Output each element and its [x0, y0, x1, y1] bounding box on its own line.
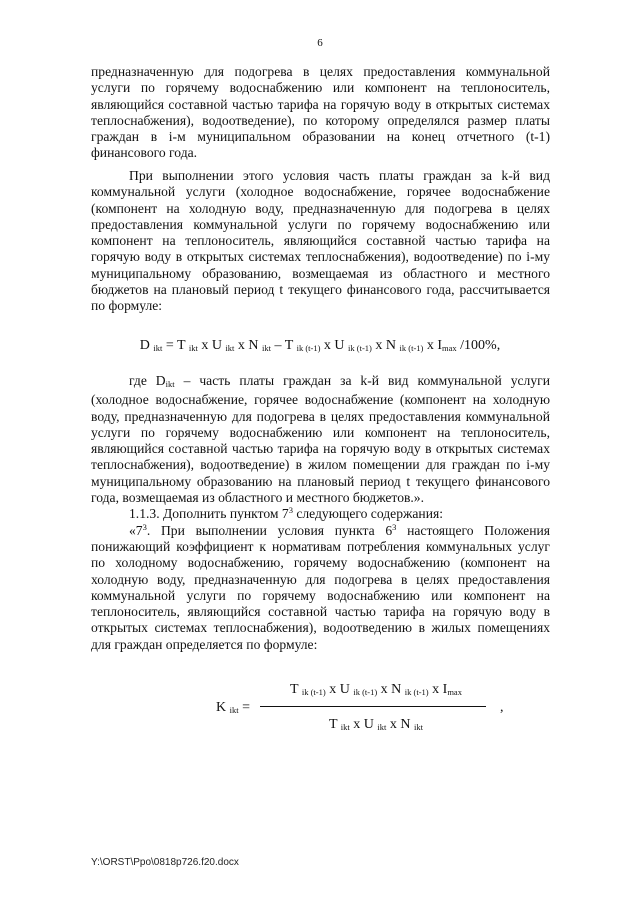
- paragraph-new-point: «$7^3$. При выполнении условия пункта $6^3$ настоящего Положения понижающий коэффициент к нормативам потребления коммунальных услуг по холодному водоснабжению, горячему водоснабжению (компонент на холодную воду, предназначенную для подогрева в целях предоставления коммунальной услуги по горячему водоснабжению или компонент на теплоноситель, являющийся составной частью тарифа на горячую воду в открытых системах теплоснабжения), водоотведению в жилых помещениях для граждан определяется по формуле:: [91, 521, 550, 652]
- text-block-top: [91, 64, 550, 162]
- paragraph-continuation: предназначенную для подогрева в целях предоставления коммунальной услуги по горячему водоснабжению или компонент на теплоноситель, являющийся составной частью тарифа на горячую воду в открытых системах теплоснабжения), водоотведение), по которому определялся размер платы граждан в i-м муниципальном образовании на конец отчетного (t-1) финансового года.: [91, 64, 550, 161]
- text-block-condition: [91, 168, 550, 315]
- formula-k-fraction: [260, 680, 492, 735]
- footer-file-path: Y:\ORST\Ppo\0818p726.f20.docx: [91, 857, 239, 868]
- paragraph-definition-d: где $D_{ikt}$ – часть платы граждан за k-й вид коммунальной услуги (холодное водоснабжение, горячее водоснабжение (компонент на холодную воду, предназначенную для подогрева в целях предоставления коммунальной услуги по горячему водоснабжению или компонент на теплоноситель, являющийся составной частью тарифа на горячую воду в открытых системах теплоснабжения), водоотведение) в жилом помещении для граждан по i-му муниципальному образованию на плановый период t текущего финансового года, возмещаемая из областного и местного бюджетов.».: [91, 373, 550, 506]
- formula-d: D $_{ikt}$ = T $_{ikt}$ x U $_{ikt}$ x N $_{ikt}$ – T $_{ik (t-1)}$ x U $_{ik (t-1)}$ x N $_{ik (t-1)}$ x $I_{max}$ /100%,: [139, 338, 501, 353]
- formula-k-label: K $_{ikt}$ =: [216, 700, 251, 715]
- formula-k-denominator: T $_{ikt}$ x U $_{ikt}$ x N $_{ikt}$: [328, 717, 423, 732]
- page-number: 6: [317, 37, 323, 49]
- formula-k-numerator: T $_{ik (t-1)}$ x U $_{ik (t-1)}$ x N $_{ik (t-1)}$ x $I_{max}$: [290, 682, 462, 697]
- paragraph-amendment: 1.1.3. Дополнить пунктом $7^3$ следующего содержания:: [129, 505, 443, 522]
- formula-k-comma: ,: [500, 700, 504, 715]
- text-block-definitions: [91, 373, 550, 653]
- fraction-bar: [260, 706, 486, 707]
- paragraph-condition: При выполнении этого условия часть платы граждан за k-й вид коммунальной услуги (холодное водоснабжение, горячее водоснабжение (компонент на холодную воду, предназначенную для подогрева в целях предоставления коммунальной услуги по горячему водоснабжению или компонент на теплоноситель, являющийся составной частью тарифа на горячую воду в открытых системах теплоснабжения), водоотведение) по i-му муниципальному образованию, возмещаемая из областного и местного бюджетов на плановый период t текущего финансового года, рассчитывается по формуле:: [91, 168, 550, 314]
